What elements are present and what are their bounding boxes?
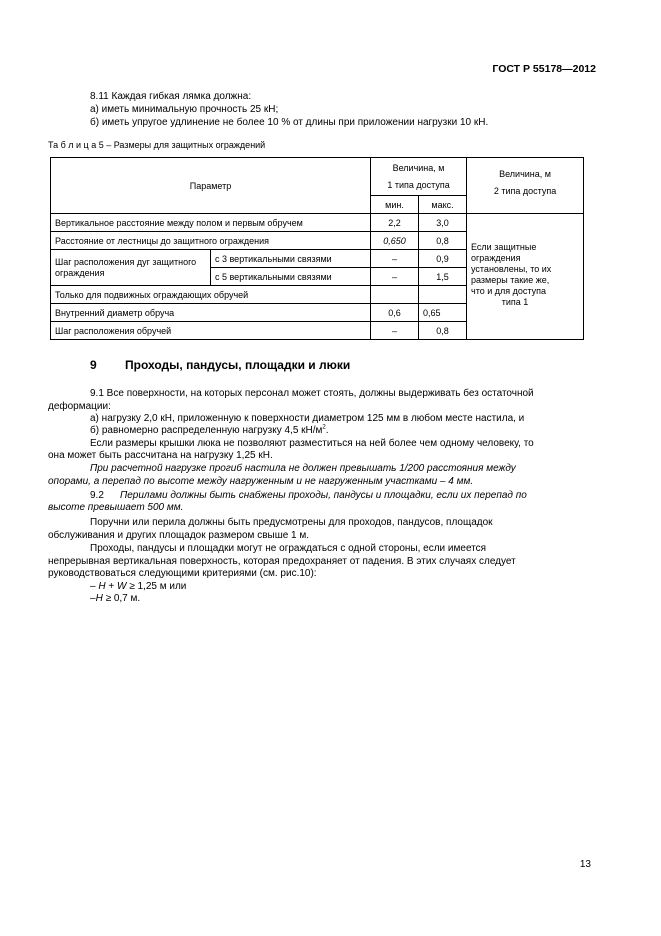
- row-min: –: [371, 268, 419, 286]
- row-min: –: [371, 250, 419, 268]
- criterion-dash: –: [90, 593, 96, 604]
- hatch-para-line1: Если размеры крышки люка не позволяют разместиться на ней более чем одному человеку, то: [90, 438, 534, 449]
- row-min: 0,6: [371, 304, 419, 322]
- walkways-para-line2: непрерывная вертикальная поверхность, которая предохраняет от падения. В этих случаях следует: [48, 556, 516, 567]
- type2-note-line: типа 1: [501, 297, 529, 307]
- row-max: 0,8: [419, 322, 467, 340]
- clause-9-1-line1: 9.1 Все поверхности, на которых персонал может стоять, должны выдерживать без остаточной: [90, 388, 534, 399]
- clause-8-11-a: а) иметь минимальную прочность 25 кН;: [90, 104, 279, 115]
- header-min: мин.: [371, 196, 419, 214]
- superscript: 2: [322, 424, 326, 431]
- row-param: Вертикальное расстояние между полом и первым обручем: [51, 214, 371, 232]
- type2-note-line: установлены, то их: [471, 264, 552, 274]
- header-parameter: Параметр: [51, 158, 371, 214]
- type2-note-line: Если защитные: [471, 242, 537, 252]
- row-max: 3,0: [419, 214, 467, 232]
- var-h: H: [98, 581, 106, 592]
- document-code: ГОСТ Р 55178—2012: [492, 63, 596, 75]
- header-type2-line2: 2 типа доступа: [493, 186, 557, 196]
- header-max: макс.: [419, 196, 467, 214]
- header-type1: [371, 158, 467, 196]
- clause-9-2-line2: высоте превышает 500 мм.: [48, 502, 184, 513]
- var-h: H: [95, 593, 103, 604]
- row-param: Шаг расположения дуг защитного ограждения: [51, 250, 211, 286]
- row-max: [419, 286, 467, 304]
- row-param: Расстояние от лестницы до защитного ограждения: [51, 232, 371, 250]
- criterion-2: [90, 592, 140, 605]
- var-w: W: [116, 581, 127, 592]
- table-row: [51, 214, 584, 232]
- row-sub: с 3 вертикальными связями: [211, 250, 371, 268]
- page-number: 13: [579, 859, 591, 870]
- section-title: Проходы, пандусы, площадки и люки: [125, 358, 351, 372]
- row-max: 1,5: [419, 268, 467, 286]
- row-param: Только для подвижных ограждающих обручей: [51, 286, 371, 304]
- clause-8-11-title: 8.11 Каждая гибкая лямка должна:: [90, 91, 252, 102]
- walkways-para-line1: Проходы, пандусы и площадки могут не ограждаться с одной стороны, если имеется: [90, 543, 487, 554]
- row-min: 2,2: [371, 214, 419, 232]
- row-min: 0,650: [371, 232, 419, 250]
- header-type2: [467, 158, 584, 214]
- header-type2-line1: Величина, м: [499, 169, 551, 179]
- walkways-para-line3: руководствоваться следующими критериями (см. рис.10):: [48, 568, 317, 579]
- hatch-para-line2: она может быть рассчитана на нагрузку 1,25 кН.: [48, 450, 273, 461]
- deflection-para-line1: При расчетной нагрузке прогиб настила не должен превышать 1/200 расстояния между: [90, 463, 516, 474]
- clause-9-2-text: Перилами должны быть снабжены проходы, пандусы и площадки, если их перепад по: [120, 490, 527, 501]
- handrails-para-line2: обслуживания и других площадок размером свыше 1 м.: [48, 530, 310, 541]
- clause-9-1-line2: деформации:: [48, 401, 111, 412]
- clause-8-11-b: б) иметь упругое удлинение не более 10 % от длины при приложении нагрузки 10 кН.: [90, 117, 489, 128]
- row-param: Внутренний диаметр обруча: [51, 304, 371, 322]
- criterion-dash: –: [90, 581, 99, 592]
- header-type1-line2: 1 типа доступа: [387, 179, 450, 190]
- dimensions-table: [50, 157, 584, 340]
- clause-9-1-a: а) нагрузку 2,0 кН, приложенную к поверхности диаметром 125 мм в любом месте настила, и: [90, 413, 525, 424]
- section-heading: [90, 358, 350, 372]
- row-min: [371, 286, 419, 304]
- deflection-para-line2: опорами, а перепад по высоте между нагруженным и не нагруженным участками – 4 мм.: [48, 476, 474, 487]
- plus-sign: +: [105, 581, 117, 592]
- row-min: –: [371, 322, 419, 340]
- table-caption: Та б л и ц а 5 – Размеры для защитных ограждений: [48, 140, 266, 150]
- type2-note: [467, 214, 584, 340]
- row-max: 0,65: [419, 304, 467, 322]
- clause-9-2-number: 9.2: [90, 490, 104, 501]
- type2-note-line: что и для доступа: [471, 286, 546, 296]
- clause-9-1-b-text: б) равномерно распределенную нагрузку 4,5 кН/м: [90, 425, 323, 436]
- row-max: 0,9: [419, 250, 467, 268]
- criterion-1-rest: ≥ 1,25 м или: [126, 581, 187, 592]
- row-max: 0,8: [419, 232, 467, 250]
- clause-9-1-b-end: .: [325, 425, 329, 436]
- section-number: 9: [90, 358, 97, 372]
- header-type1-line1: Величина, м: [392, 162, 445, 173]
- criterion-2-rest: ≥ 0,7 м.: [102, 593, 141, 604]
- clause-9-1-b: [90, 424, 329, 437]
- type2-note-line: размеры такие же,: [471, 275, 550, 285]
- handrails-para-line1: Поручни или перила должны быть предусмотрены для проходов, пандусов, площадок: [90, 517, 493, 528]
- row-sub: с 5 вертикальными связями: [211, 268, 371, 286]
- row-param: Шаг расположения обручей: [51, 322, 371, 340]
- type2-note-line: ограждения: [471, 253, 521, 263]
